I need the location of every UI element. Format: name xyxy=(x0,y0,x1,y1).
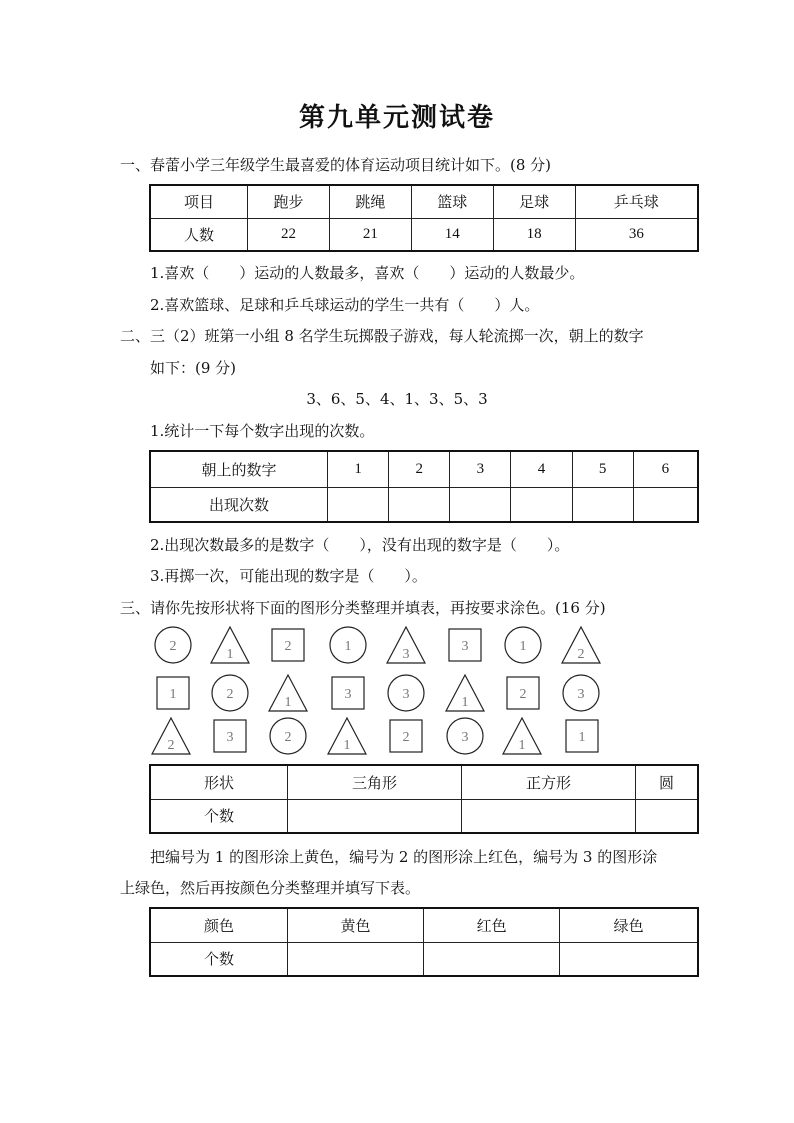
q2-answer-cell[interactable] xyxy=(572,487,633,522)
shape-number: 1 xyxy=(343,738,351,753)
q2-heading-line1: 二、三（2）班第一小组 8 名学生玩掷骰子游戏，每人轮流掷一次，朝上的数字 xyxy=(120,327,644,345)
q2-heading-line2: 如下：(9 分) xyxy=(150,359,237,377)
q2-dice-sequence: 3、6、5、4、1、3、5、3 xyxy=(306,390,488,408)
q1-count-cell: 18 xyxy=(493,218,575,251)
shape-number: 2 xyxy=(167,738,175,753)
circle-shape[interactable] xyxy=(561,673,601,713)
q2-header-cell: 5 xyxy=(572,451,633,487)
shape-number: 1 xyxy=(518,738,526,753)
shape-number: 3 xyxy=(402,687,410,702)
q2-row-label: 出现次数 xyxy=(150,487,328,522)
q3-header-cell: 三角形 xyxy=(288,765,462,799)
q2-header-cell: 6 xyxy=(633,451,698,487)
square-shape[interactable] xyxy=(503,673,543,713)
q2-answer-cell[interactable] xyxy=(328,487,389,522)
q3-row-label: 个数 xyxy=(150,799,288,833)
q3-color-header-cell: 黄色 xyxy=(288,908,424,942)
triangle-shape[interactable] xyxy=(210,625,250,665)
square-shape[interactable] xyxy=(153,673,193,713)
triangle-shape[interactable] xyxy=(445,673,485,713)
q1-count-cell: 21 xyxy=(329,218,411,251)
q1-header-cell: 篮球 xyxy=(411,185,493,218)
square-shape[interactable] xyxy=(268,625,308,665)
shape-number: 2 xyxy=(402,730,410,745)
shape-number: 2 xyxy=(284,730,292,745)
square-shape[interactable] xyxy=(210,716,250,756)
q3-answer-cell[interactable] xyxy=(636,799,698,833)
shape-number: 3 xyxy=(461,639,469,654)
q2-header-cell: 3 xyxy=(450,451,511,487)
shape-number: 3 xyxy=(402,647,410,662)
q3-instruction-line2: 上绿色，然后再按颜色分类整理并填写下表。 xyxy=(120,879,421,897)
page-title: 第九单元测试卷 xyxy=(298,103,495,133)
q2-answer-cell[interactable] xyxy=(511,487,572,522)
circle-shape[interactable] xyxy=(210,673,250,713)
shape-number: 3 xyxy=(577,687,585,702)
square-shape[interactable] xyxy=(386,716,426,756)
shape-number: 3 xyxy=(461,730,469,745)
circle-shape[interactable] xyxy=(445,716,485,756)
triangle-shape[interactable] xyxy=(386,625,426,665)
q1-header-cell: 乒乓球 xyxy=(575,185,698,218)
shape-number: 2 xyxy=(226,687,234,702)
circle-shape[interactable] xyxy=(153,625,193,665)
shape-number: 2 xyxy=(577,647,585,662)
q2-answer-cell[interactable] xyxy=(450,487,511,522)
q3-shape-table xyxy=(149,764,699,834)
triangle-shape[interactable] xyxy=(327,716,367,756)
q3-color-answer-cell[interactable] xyxy=(560,942,698,976)
circle-shape[interactable] xyxy=(386,673,426,713)
q2-sub1: 1.统计一下每个数字出现的次数。 xyxy=(150,422,375,440)
triangle-shape[interactable] xyxy=(268,673,308,713)
shape-number: 1 xyxy=(519,639,527,654)
triangle-shape[interactable] xyxy=(561,625,601,665)
shape-number: 1 xyxy=(284,695,292,710)
square-shape[interactable] xyxy=(445,625,485,665)
q3-answer-cell[interactable] xyxy=(462,799,636,833)
q1-row-label: 人数 xyxy=(150,218,248,251)
shape-number: 1 xyxy=(344,639,352,654)
shape-number: 2 xyxy=(519,687,527,702)
q3-header-cell: 形状 xyxy=(150,765,288,799)
q2-sub2[interactable]: 2.出现次数最多的是数字（ ），没有出现的数字是（ ）。 xyxy=(150,536,570,554)
q3-color-header-cell: 颜色 xyxy=(150,908,288,942)
q3-header-cell: 正方形 xyxy=(462,765,636,799)
q3-color-header-cell: 绿色 xyxy=(560,908,698,942)
q1-count-cell: 22 xyxy=(248,218,330,251)
q2-answer-cell[interactable] xyxy=(389,487,450,522)
q1-count-cell: 36 xyxy=(575,218,698,251)
q1-header-cell: 跑步 xyxy=(248,185,330,218)
q1-sports-table xyxy=(149,184,699,252)
square-shape[interactable] xyxy=(562,716,602,756)
q1-sub1[interactable]: 1.喜欢（ ）运动的人数最多，喜欢（ ）运动的人数最少。 xyxy=(150,264,585,282)
square-shape[interactable] xyxy=(328,673,368,713)
q1-header-cell: 项目 xyxy=(150,185,248,218)
q3-header-cell: 圆 xyxy=(636,765,698,799)
q3-color-header-cell: 红色 xyxy=(424,908,560,942)
shape-number: 2 xyxy=(284,639,292,654)
q2-sub3[interactable]: 3.再掷一次，可能出现的数字是（ ）。 xyxy=(150,567,427,585)
triangle-shape[interactable] xyxy=(151,716,191,756)
circle-shape[interactable] xyxy=(503,625,543,665)
q1-header-cell: 跳绳 xyxy=(329,185,411,218)
q1-count-cell: 14 xyxy=(411,218,493,251)
q3-color-answer-cell[interactable] xyxy=(288,942,424,976)
q3-heading: 三、请你先按形状将下面的图形分类整理并填表，再按要求涂色。(16 分) xyxy=(120,599,606,617)
q3-instruction-line1: 把编号为 1 的图形涂上黄色，编号为 2 的图形涂上红色，编号为 3 的图形涂 xyxy=(150,848,658,866)
q2-header-cell: 1 xyxy=(328,451,389,487)
q2-dice-table xyxy=(149,450,699,523)
shape-number: 3 xyxy=(344,687,352,702)
shape-number: 1 xyxy=(461,695,469,710)
triangle-shape[interactable] xyxy=(502,716,542,756)
circle-shape[interactable] xyxy=(328,625,368,665)
q2-header-cell: 朝上的数字 xyxy=(150,451,328,487)
q3-color-table xyxy=(149,907,699,977)
q1-sub2[interactable]: 2.喜欢篮球、足球和乒乓球运动的学生一共有（ ）人。 xyxy=(150,296,540,314)
q3-color-answer-cell[interactable] xyxy=(424,942,560,976)
q1-heading: 一、春蕾小学三年级学生最喜爱的体育运动项目统计如下。(8 分) xyxy=(120,156,552,174)
shape-number: 1 xyxy=(578,730,586,745)
q2-header-cell: 2 xyxy=(389,451,450,487)
q3-answer-cell[interactable] xyxy=(288,799,462,833)
shape-number: 2 xyxy=(169,639,177,654)
q2-header-cell: 4 xyxy=(511,451,572,487)
q2-answer-cell[interactable] xyxy=(633,487,698,522)
circle-shape[interactable] xyxy=(268,716,308,756)
q3-color-row-label: 个数 xyxy=(150,942,288,976)
shape-number: 1 xyxy=(226,647,234,662)
shape-number: 3 xyxy=(226,730,234,745)
shape-number: 1 xyxy=(169,687,177,702)
q1-header-cell: 足球 xyxy=(493,185,575,218)
